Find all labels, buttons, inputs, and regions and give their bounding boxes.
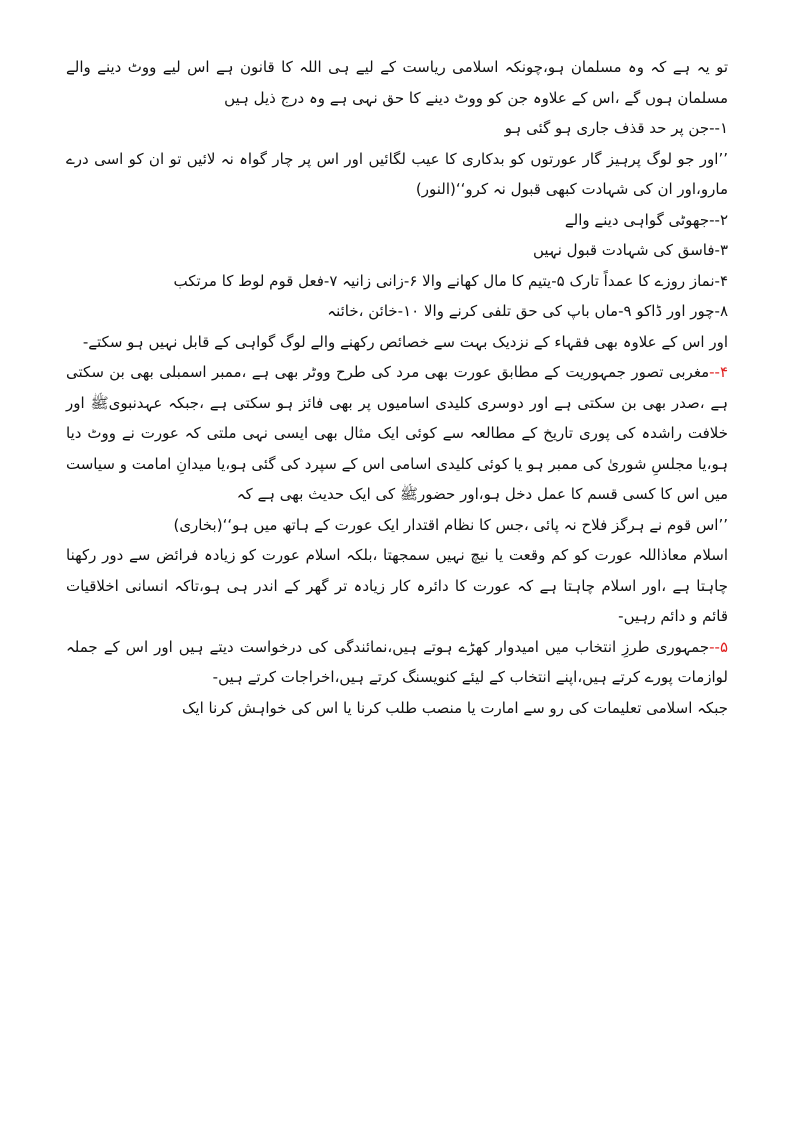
list-item-2: ۲--جھوٹی گواہی دینے والے <box>564 210 728 229</box>
paragraph-voting-eligibility: تو یہ ہے کہ وہ مسلمان ہو،چونکہ اسلامی ریاست کے لیے ہی اللہ کا قانون ہے اس لیے ووٹ دینے والے مسلمان ہوں گے ،اس کے علاوہ جن کو ووٹ دینے کا حق نہی ہے وہ درج ذیل ہیں <box>66 58 728 107</box>
paragraph-islamic-teachings: جبکہ اسلامی تعلیمات کی رو سے امارت یا منصب طلب کرنا یا اس کی خواہش کرنا ایک <box>181 698 728 717</box>
list-item-1: ۱--جن پر حد قذف جاری ہو گئی ہو <box>504 119 728 137</box>
section-5-text: جمہوری طرزِ انتخاب میں امیدوار کھڑے ہوتے ہیں،نمائندگی کی درخواست دیتے ہیں اور اس کے جملہ لوازمات پورے کرتے ہیں،اپنے انتخاب کے لیئے کنویسنگ کرتے ہیں،اخراجات کرتے ہیں- <box>66 637 728 686</box>
section-4-text: مغربی تصور جمہوریت کے مطابق عورت بھی مرد کی طرح ووٹر بھی ہے ،ممبر اسمبلی بھی بن سکتی ہے ،صدر بھی بن سکتی ہے اور دوسری کلیدی اسامیوں پر بھی فائز ہو سکتی ہے ،جبکہ عہدنبویﷺ اور خلافت راشدہ کی پوری تاریخ کے مطالعہ سے کوئی ایک مثال بھی ایسی نہی ملتی کہ عورت نے ووٹ دیا ہو،یا مجلسِ شوریٰ کی ممبر ہو یا کوئی کلیدی اسامی اس کے سپرد کی گئی ہو،یا میدانِ امامت و سیاست میں اس کا کسی قسم کا عمل دخل ہو،اور حضورﷺ کی ایک حدیث بھی ہے کہ <box>66 363 728 503</box>
quran-quote-annoor: ’’اور جو لوگ پرہیز گار عورتوں کو بدکاری کا عیب لگائیں اور اس پر چار گواہ نہ لائیں تو ان کو اسی درے مارو،اور ان کی شہادت کبھی قبول نہ کرو‘‘(النور) <box>66 149 728 198</box>
section-4-paragraph <box>66 357 728 510</box>
document-page <box>66 52 728 723</box>
hadith-quote-bukhari: ’’اس قوم نے ہرگز فلاح نہ پائی ،جس کا نظام اقتدار ایک عورت کے ہاتھ میں ہو‘‘(بخاری) <box>173 515 728 534</box>
section-5-paragraph <box>66 632 728 693</box>
list-item-3: ۳-فاسق کی شہادت قبول نہیں <box>533 241 728 259</box>
section-number: ۵-- <box>709 637 728 656</box>
section-number: ۴-- <box>709 363 728 381</box>
paragraph-women-role: اسلام معاذاللہ عورت کو کم وقعت یا نیچ نہیں سمجھتا ،بلکہ اسلام عورت کو زیادہ فرائض سے دور رکھنا چاہتا ہے ،اور اسلام چاہتا ہے کہ عورت کا دائرہ کار زیادہ تر گھر کے اندر ہی ہو،تاکہ انسانی اخلاقیات قائم و دائم رہیں- <box>66 546 728 625</box>
paragraph-fuqaha: اور اس کے علاوہ بھی فقہاء کے نزدیک بہت سے خصائص رکھنے والے لوگ گواہی کے قابل نہیں ہو سکتے- <box>82 332 728 351</box>
list-item-4-7: ۴-نماز روزے کا عمداً تارک ۵-یتیم کا مال کھانے والا ۶-زانی زانیہ ۷-فعل قوم لوط کا مرتکب <box>173 271 728 290</box>
list-item-8-10: ۸-چور اور ڈاکو ۹-ماں باپ کی حق تلفی کرنے والا ۱۰-خائن ،خائنہ <box>327 302 728 320</box>
